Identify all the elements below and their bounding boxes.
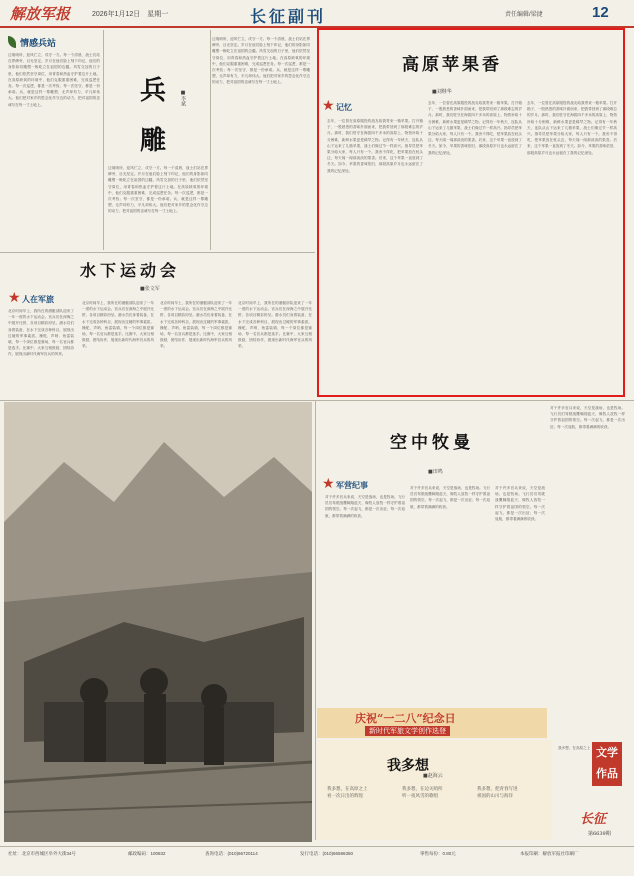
leaf-icon: [8, 36, 16, 48]
star-icon: ★: [322, 98, 335, 114]
article-body: 去年，一位曾在高原服役的战友给我寄来一箱苹果。打开箱子，一股熟悉的香味扑面而来，把我带回到了那段难忘的岁月。那时，我们驻守在海拔四千多米的高原上，物资补给十分困难，新鲜水果更是稀罕之物。记得有一年秋天，连队从山下运来了几箱苹果，战士们像过节一样高兴。指导员把苹果分给大家，每人只有一个。我舍不得吃，把苹果放在枕头边，每天闻一闻那淡淡的果香。后来，这个苹果一直放到了冬天。如今，苹果的香味依旧，那段高原岁月也永远留在了我的记忆深处。: [527, 101, 617, 155]
article-body: 边境哨所，迎风伫立，戍守一方。每一个清晨，战士们站在界碑旁，目光坚定。岁月在他们脸上刻下印记，他们的身影如同雕塑一般屹立在祖国的边疆。风雪交加的日子里，他们依然坚守岗位，用青春和热血守护着这片土地。在高原缺氧的环境中，他们克服重重困难，完成巡逻任务。每一次巡逻，都是一次考验；每一次坚守，都是一份承诺。兵，就是这样一尊雕塑，无声却有力，平凡却伟大。他们把对家乡的思念化作守边的动力，把对祖国的忠诚写在每一寸土地上。: [8, 53, 100, 107]
article-body: 对于许多官兵来说，天空是战场，也是牧场。飞行员们驾驶战鹰翱翔蓝天，像牧人放牧一样守护着祖国的领空。每一次起飞，都是一次出征；每一次返航，都带着满满的收获。: [410, 486, 490, 509]
article-body: 对于许多官兵来说，天空是战场，也是牧场。飞行员们驾驶战鹰翱翔蓝天，像牧人放牧一样守护着祖国的领空。每一次起飞，都是一次出征；每一次返航，都带着满满的收获。: [495, 486, 545, 522]
article-title: 兵: [140, 76, 167, 106]
poem-line: 我多想，在高原之上: [327, 787, 368, 792]
section-header-barracks: 军营纪事: [336, 480, 368, 490]
badge-text: 作品: [596, 767, 618, 780]
footer: [0, 846, 634, 876]
illustration-artwork: [4, 402, 312, 842]
banner-subtitle: 新时代军旅文学创作选登: [365, 726, 450, 736]
divider: [103, 30, 104, 250]
byline: ■赵海云: [423, 773, 443, 779]
byline: ■刘继华: [432, 89, 452, 95]
article-title: 水下运动会: [80, 261, 181, 280]
anniversary-banner: [317, 708, 547, 738]
article-title: 高原苹果香: [402, 55, 502, 75]
literature-badge: [592, 742, 622, 786]
section-title: 长征副刊: [250, 7, 327, 26]
article-body: 北京时间早上，我所在的潜艇部队迎来了一年一度的水下运动会。官兵们在深海之中展开比拼，各项目精彩纷呈。潜水员们身着装备，在水下完成各种科目，展现出过硬的军事素质。操舵、声呐、鱼雷装填，每一个岗位都是赛场，每一名官兵都是选手。比赛中，大家互相鼓励，团结协作，展现出新时代海军官兵的风采。: [160, 301, 232, 349]
article-body: 去年，一位曾在高原服役的战友给我寄来一箱苹果。打开箱子，一股熟悉的香味扑面而来，把我带回到了那段难忘的岁月。那时，我们驻守在海拔四千多米的高原上，物资补给十分困难，新鲜水果更是稀罕之物。记得有一年秋天，连队从山下运来了几箱苹果，战士们像过节一样高兴。指导员把苹果分给大家，每人只有一个。我舍不得吃，把苹果放在枕头边，每天闻一闻那淡淡的果香。后来，这个苹果一直放到了冬天。如今，苹果的香味依旧，那段高原岁月也永远留在了我的记忆深处。: [327, 119, 423, 173]
footer-phone: 查询电话：(010)66720114: [205, 851, 258, 856]
footer-postcode: 邮政编码：100832: [128, 851, 166, 856]
article-title: 空中牧曼: [390, 433, 474, 453]
footer-address: 社址：北京市西城区阜外大街34号: [8, 851, 77, 856]
poem-title: 我多想: [387, 758, 429, 774]
article-body: 对于许多官兵来说，天空是战场，也是牧场。飞行员们驾驶战鹰翱翔蓝天，像牧人放牧一样守护着祖国的领空。每一次起飞，都是一次出征；每一次返航，都带着满满的收获。: [550, 406, 625, 429]
divider: [210, 30, 211, 250]
poem-line: 我多想，把青春写进: [477, 787, 518, 792]
page-number: 12: [592, 4, 609, 21]
poem-line: 祖国的山川与海洋: [477, 794, 513, 799]
byline: ■田鸣: [428, 469, 443, 475]
article-body: 北京时间早上，我所在的潜艇部队迎来了一年一度的水下运动会。官兵们在深海之中展开比拼，各项目精彩纷呈。潜水员们身着装备，在水下完成各种科目，展现出过硬的军事素质。操舵、声呐、鱼雷装填，每一个岗位都是赛场，每一名官兵都是选手。比赛中，大家互相鼓励，团结协作，展现出新时代海军官兵的风采。: [8, 309, 74, 357]
column-blurb: 我多想，在高原之上: [558, 746, 591, 750]
article-body: 边境哨所，迎风伫立，戍守一方。每一个清晨，战士们站在界碑旁，目光坚定。岁月在他们脸上刻下印记，他们的身影如同雕塑一般屹立在祖国的边疆。风雪交加的日子里，他们依然坚守岗位，用青春和热血守护着这片土地。在高原缺氧的环境中，他们克服重重困难，完成巡逻任务。每一次巡逻，都是一次考验；每一次坚守，都是一份承诺。兵，就是这样一尊雕塑，无声却有力，平凡却伟大。他们把对家乡的思念化作守边的动力，把对祖国的忠诚写在每一寸土地上。: [212, 37, 310, 85]
footer-fax: 发行电话：(010)66586350: [300, 851, 354, 856]
divider: [0, 400, 634, 401]
issue-date: 2026年1月12日 星期一: [92, 11, 169, 18]
star-icon: ★: [322, 476, 335, 492]
brand-logo: 长征: [580, 812, 607, 827]
article-title: 雕: [140, 126, 167, 156]
byline: ■李斌: [180, 90, 186, 106]
banner-title: 庆祝“一二八”纪念日: [355, 712, 456, 725]
masthead: [0, 0, 634, 28]
article-body: 北京时间早上，我所在的潜艇部队迎来了一年一度的水下运动会。官兵们在深海之中展开比拼，各项目精彩纷呈。潜水员们身着装备，在水下完成各种科目，展现出过硬的军事素质。操舵、声呐、鱼雷装填，每一个岗位都是赛场，每一名官兵都是选手。比赛中，大家互相鼓励，团结协作，展现出新时代海军官兵的风采。: [82, 301, 154, 349]
badge-text: 文学: [596, 746, 618, 759]
article-body: 北京时间早上，我所在的潜艇部队迎来了一年一度的水下运动会。官兵们在深海之中展开比拼，各项目精彩纷呈。潜水员们身着装备，在水下完成各种科目，展现出过硬的军事素质。操舵、声呐、鱼雷装填，每一个岗位都是赛场，每一名官兵都是选手。比赛中，大家互相鼓励，团结协作，展现出新时代海军官兵的风采。: [238, 301, 312, 349]
divider: [0, 252, 315, 253]
star-icon: ★: [8, 290, 21, 306]
article-body: 边境哨所，迎风伫立，戍守一方。每一个清晨，战士们站在界碑旁，目光坚定。岁月在他们脸上刻下印记，他们的身影如同雕塑一般屹立在祖国的边疆。风雪交加的日子里，他们依然坚守岗位，用青春和热血守护着这片土地。在高原缺氧的环境中，他们克服重重困难，完成巡逻任务。每一次巡逻，都是一次考验；每一次坚守，都是一份承诺。兵，就是这样一尊雕塑，无声却有力，平凡却伟大。他们把对家乡的思念化作守边的动力，把对祖国的忠诚写在每一寸土地上。: [108, 166, 208, 214]
article-body: 对于许多官兵来说，天空是战场，也是牧场。飞行员们驾驶战鹰翱翔蓝天，像牧人放牧一样守护着祖国的领空。每一次起飞，都是一次出征；每一次返航，都带着满满的收获。: [325, 495, 405, 518]
footer-price: 零售每份：0.80元: [420, 851, 456, 856]
footer-printer: 本报印刷：解放军报社印刷厂: [520, 851, 579, 856]
byline: ■张文军: [140, 286, 160, 292]
poem-line: 听一夜风雪的歌唱: [402, 794, 438, 799]
poem-line: 看一次日出的辉煌: [327, 794, 363, 799]
divider: [315, 400, 316, 840]
section-header-memory: 记忆: [336, 102, 352, 112]
editor-credit: 责任编辑/梁捷: [505, 12, 543, 18]
poem-body: [327, 786, 547, 800]
section-header-emotion: 情感兵站: [20, 39, 57, 49]
section-header-military: 人在军旅: [22, 294, 54, 304]
article-body: 去年，一位曾在高原服役的战友给我寄来一箱苹果。打开箱子，一股熟悉的香味扑面而来，把我带回到了那段难忘的岁月。那时，我们驻守在海拔四千多米的高原上，物资补给十分困难，新鲜水果更是稀罕之物。记得有一年秋天，连队从山下运来了几箱苹果，战士们像过节一样高兴。指导员把苹果分给大家，每人只有一个。我舍不得吃，把苹果放在枕头边，每天闻一闻那淡淡的果香。后来，这个苹果一直放到了冬天。如今，苹果的香味依旧，那段高原岁月也永远留在了我的记忆深处。: [428, 101, 522, 155]
issue-number: 第6639期: [588, 831, 611, 837]
newspaper-logo: 解放军报: [10, 5, 71, 23]
poem-line: 我多想，在边关哨所: [402, 787, 443, 792]
